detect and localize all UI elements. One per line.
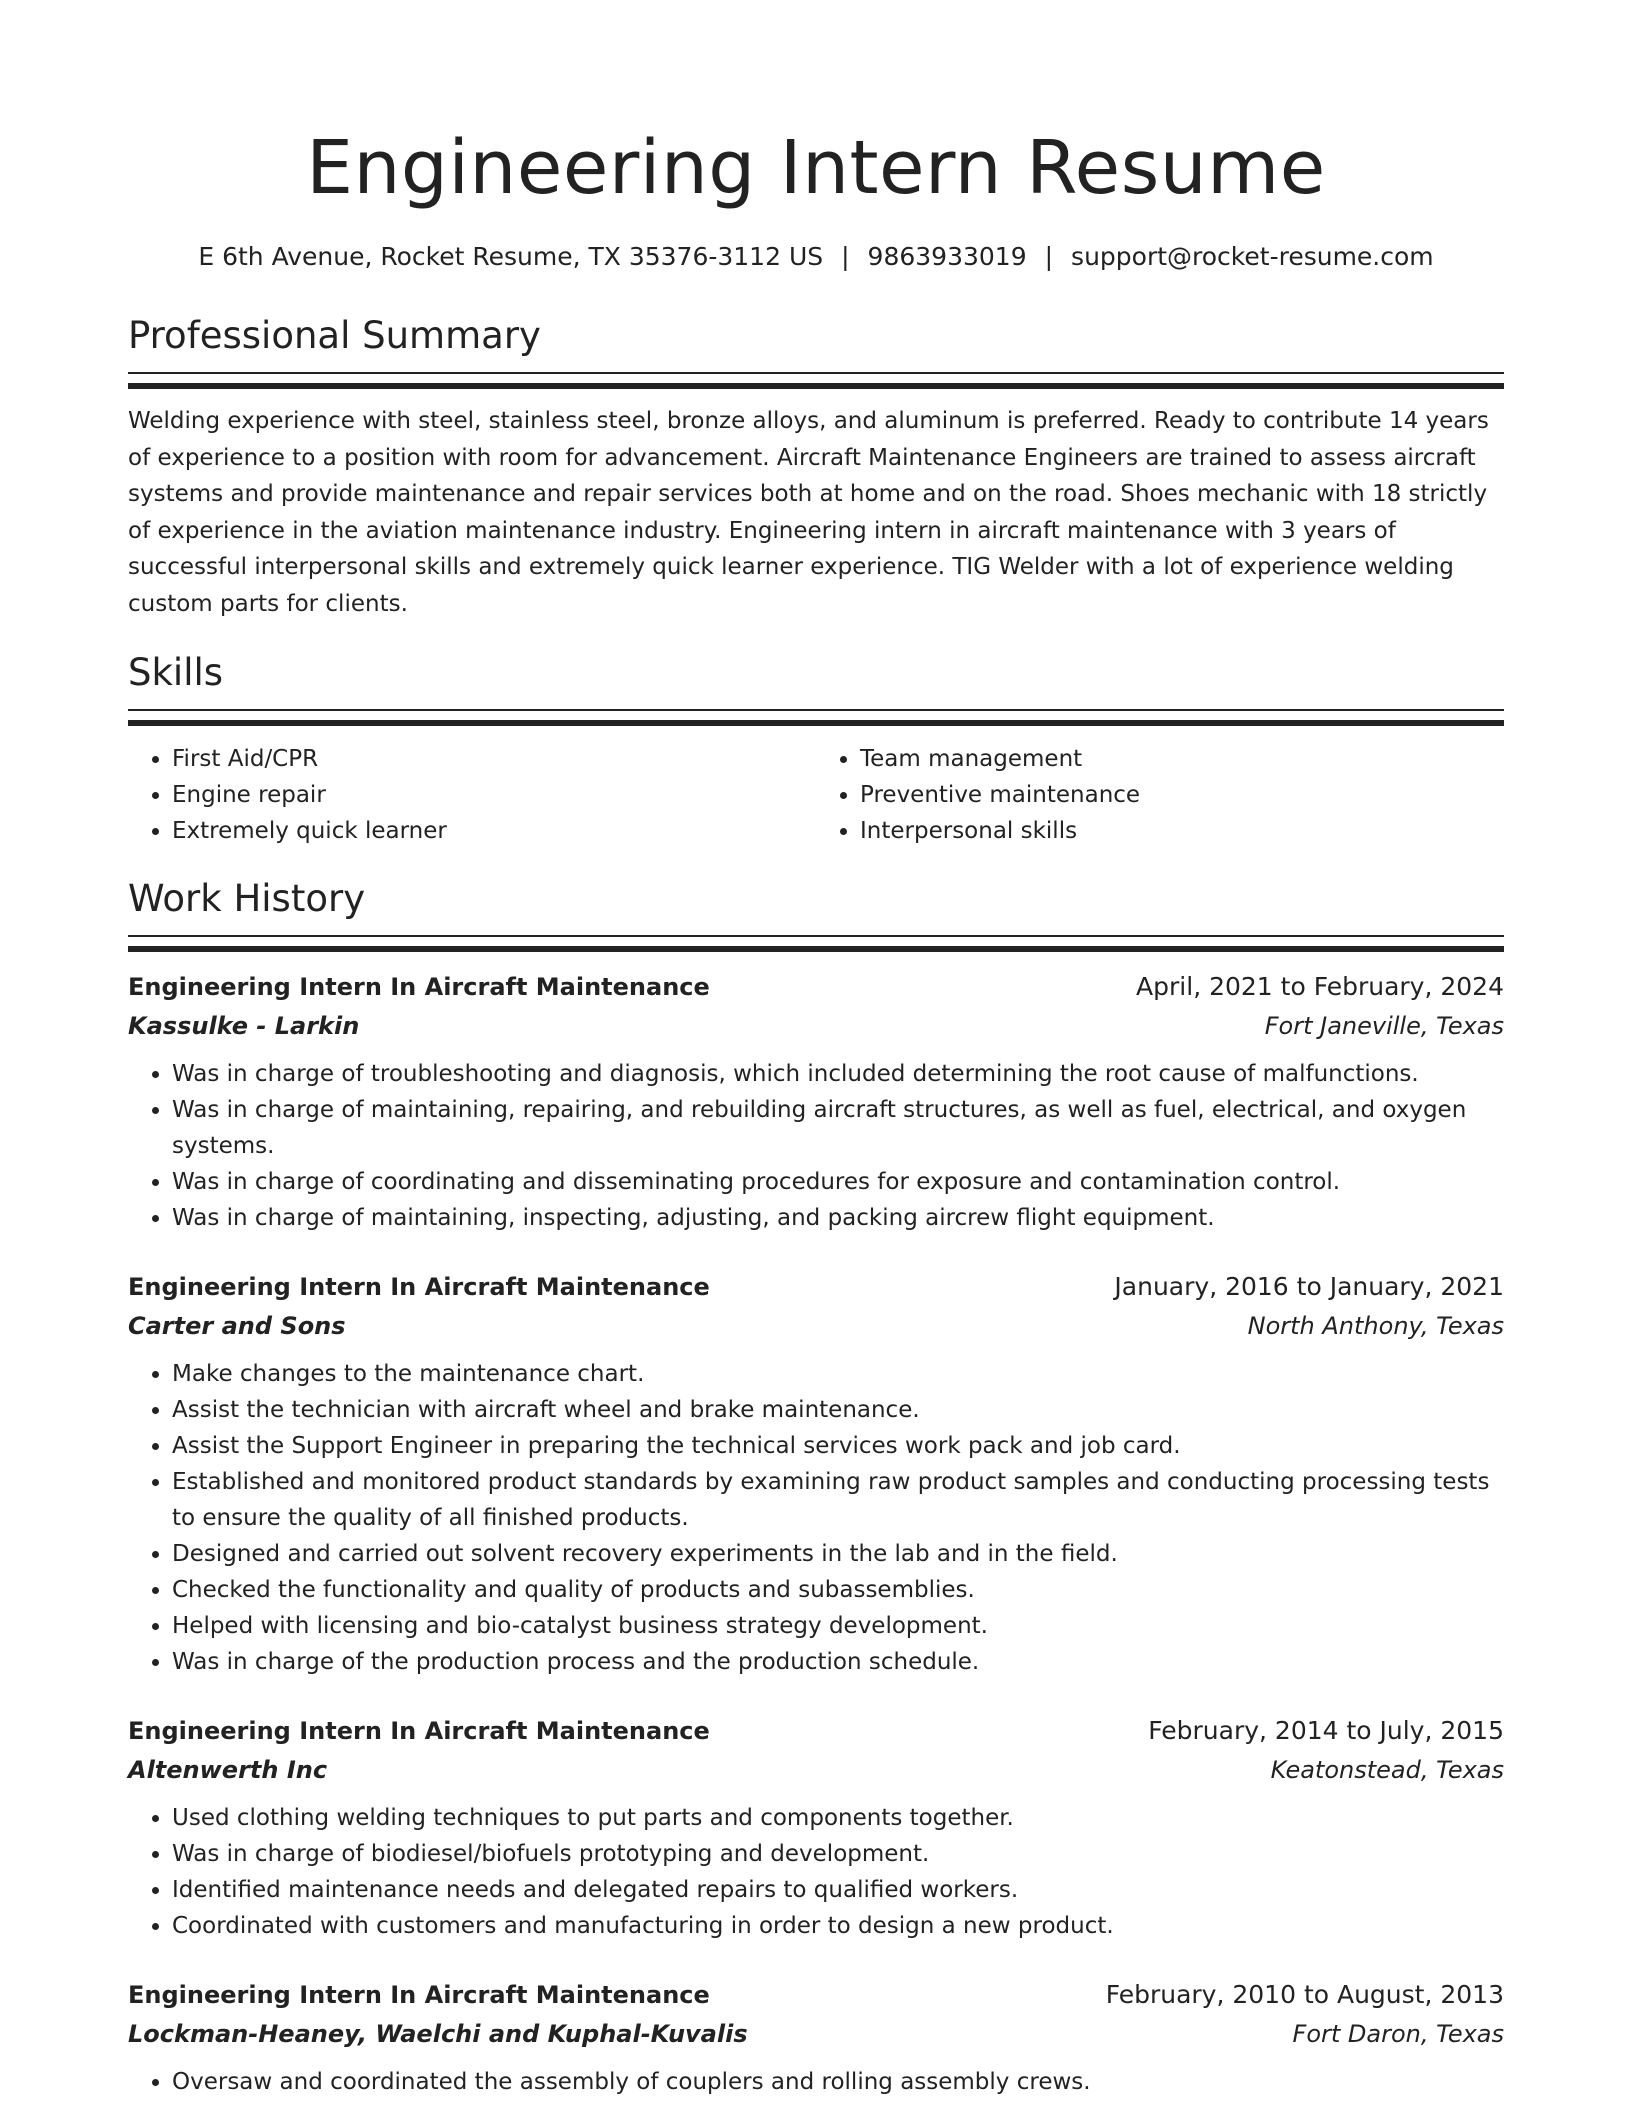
section-heading-summary: Professional Summary — [128, 314, 541, 357]
job-dates: January, 2016 to January, 2021 — [1114, 1271, 1504, 1301]
job-header-row — [128, 1976, 1504, 2014]
job-dates: February, 2014 to July, 2015 — [1148, 1715, 1504, 1745]
job-bullet: • Used clothing welding techniques to put parts and components together. — [172, 1800, 1504, 1836]
job-company: Lockman-Heaney, Waelchi and Kuphal-Kuvalis — [128, 2019, 748, 2048]
skills-list-right — [816, 741, 1504, 849]
section-heading-skills: Skills — [128, 650, 224, 694]
job-company-row — [128, 1006, 1504, 1046]
skills-list-left — [128, 741, 816, 849]
section-heading-work: Work History — [128, 876, 366, 920]
job-bullet: • Coordinated with customers and manufacturing in order to design a new product. — [172, 1908, 1504, 1944]
job-bullets — [128, 1356, 1504, 1680]
resume-title: Engineering Intern Resume — [306, 125, 1326, 211]
job-bullets — [128, 1800, 1504, 1944]
job-location: Fort Daron, Texas — [1292, 2019, 1504, 2048]
contact-address: E 6th Avenue, Rocket Resume, TX 35376-3112 US — [198, 242, 824, 271]
skill-item: • Preventive maintenance — [860, 777, 1504, 813]
summary-text: Welding experience with steel, stainless steel, bronze alloys, and aluminum is preferred. Ready to contribute 14 years of experience to a position with room for advancement. Aircraft Maintenance Engineers are trained to assess aircraft systems and provide maintenance and repair services both at home and on the road. Shoes mechanic with 18 strictly of experience in the aviation maintenance industry. Engineering intern in aircraft maintenance with 3 years of successful interpersonal skills and extremely quick learner experience. TIG Welder with a lot of experience welding custom parts for clients. — [128, 408, 1489, 617]
job-bullet: • Identified maintenance needs and delegated repairs to qualified workers. — [172, 1872, 1504, 1908]
job-bullets — [128, 2064, 1504, 2100]
job-company-row — [128, 1750, 1504, 1790]
contact-email: support@rocket-resume.com — [1071, 242, 1434, 271]
skill-item: • Interpersonal skills — [860, 813, 1504, 849]
job-company: Carter and Sons — [128, 1311, 346, 1340]
section-divider — [128, 709, 1504, 726]
job-entry — [128, 1712, 1504, 1944]
contact-phone: 9863933019 — [867, 242, 1027, 271]
job-bullets — [128, 1056, 1504, 1236]
skills-section — [128, 649, 1504, 849]
job-company-row — [128, 2014, 1504, 2054]
job-location: Keatonstead, Texas — [1270, 1755, 1504, 1784]
job-header-row — [128, 1268, 1504, 1306]
job-location: North Anthony, Texas — [1247, 1311, 1504, 1340]
work-history-section — [128, 875, 1504, 2100]
job-bullet: • Helped with licensing and bio-catalyst business strategy development. — [172, 1608, 1504, 1644]
skill-item: • Engine repair — [172, 777, 816, 813]
job-entry — [128, 968, 1504, 1236]
job-bullet: • Assist the technician with aircraft wheel and brake maintenance. — [172, 1392, 1504, 1428]
job-bullet: • Checked the functionality and quality of products and subassemblies. — [172, 1572, 1504, 1608]
contact-separator: | — [1044, 242, 1054, 271]
job-location: Fort Janeville, Texas — [1264, 1011, 1504, 1040]
section-divider — [128, 372, 1504, 389]
job-bullet: • Assist the Support Engineer in preparing the technical services work pack and job card. — [172, 1428, 1504, 1464]
skill-item: • Team management — [860, 741, 1504, 777]
job-bullet: • Was in charge of maintaining, inspecting, adjusting, and packing aircrew flight equipment. — [172, 1200, 1504, 1236]
job-company: Altenwerth Inc — [128, 1755, 328, 1784]
job-bullet: • Make changes to the maintenance chart. — [172, 1356, 1504, 1392]
job-bullet: • Oversaw and coordinated the assembly of couplers and rolling assembly crews. — [172, 2064, 1504, 2100]
job-bullet: • Was in charge of biodiesel/biofuels prototyping and development. — [172, 1836, 1504, 1872]
job-title: Engineering Intern In Aircraft Maintenance — [128, 1716, 710, 1745]
job-dates: April, 2021 to February, 2024 — [1136, 971, 1504, 1001]
job-bullet: • Was in charge of coordinating and disseminating procedures for exposure and contamination control. — [172, 1164, 1504, 1200]
skill-item: • Extremely quick learner — [172, 813, 816, 849]
job-company: Kassulke - Larkin — [128, 1011, 360, 1040]
job-entry — [128, 1976, 1504, 2100]
job-entry — [128, 1268, 1504, 1680]
job-title: Engineering Intern In Aircraft Maintenance — [128, 1272, 710, 1301]
job-dates: February, 2010 to August, 2013 — [1105, 1979, 1504, 2009]
job-bullet: • Established and monitored product standards by examining raw product samples and conducting processing tests to ensure the quality of all finished products. — [172, 1464, 1504, 1536]
job-bullet: • Was in charge of the production process and the production schedule. — [172, 1644, 1504, 1680]
section-divider — [128, 935, 1504, 952]
contact-line — [128, 240, 1504, 274]
job-bullet: • Was in charge of troubleshooting and diagnosis, which included determining the root cause of malfunctions. — [172, 1056, 1504, 1092]
skill-item: • First Aid/CPR — [172, 741, 816, 777]
job-header-row — [128, 1712, 1504, 1750]
skills-columns — [128, 741, 1504, 849]
professional-summary-section — [128, 312, 1504, 623]
job-title: Engineering Intern In Aircraft Maintenance — [128, 1980, 710, 2009]
job-bullet: • Was in charge of maintaining, repairing, and rebuilding aircraft structures, as well as fuel, electrical, and oxygen systems. — [172, 1092, 1504, 1164]
job-company-row — [128, 1306, 1504, 1346]
contact-separator: | — [841, 242, 850, 271]
job-title: Engineering Intern In Aircraft Maintenance — [128, 972, 710, 1001]
job-bullet: • Designed and carried out solvent recovery experiments in the lab and in the field. — [172, 1536, 1504, 1572]
job-header-row — [128, 968, 1504, 1006]
